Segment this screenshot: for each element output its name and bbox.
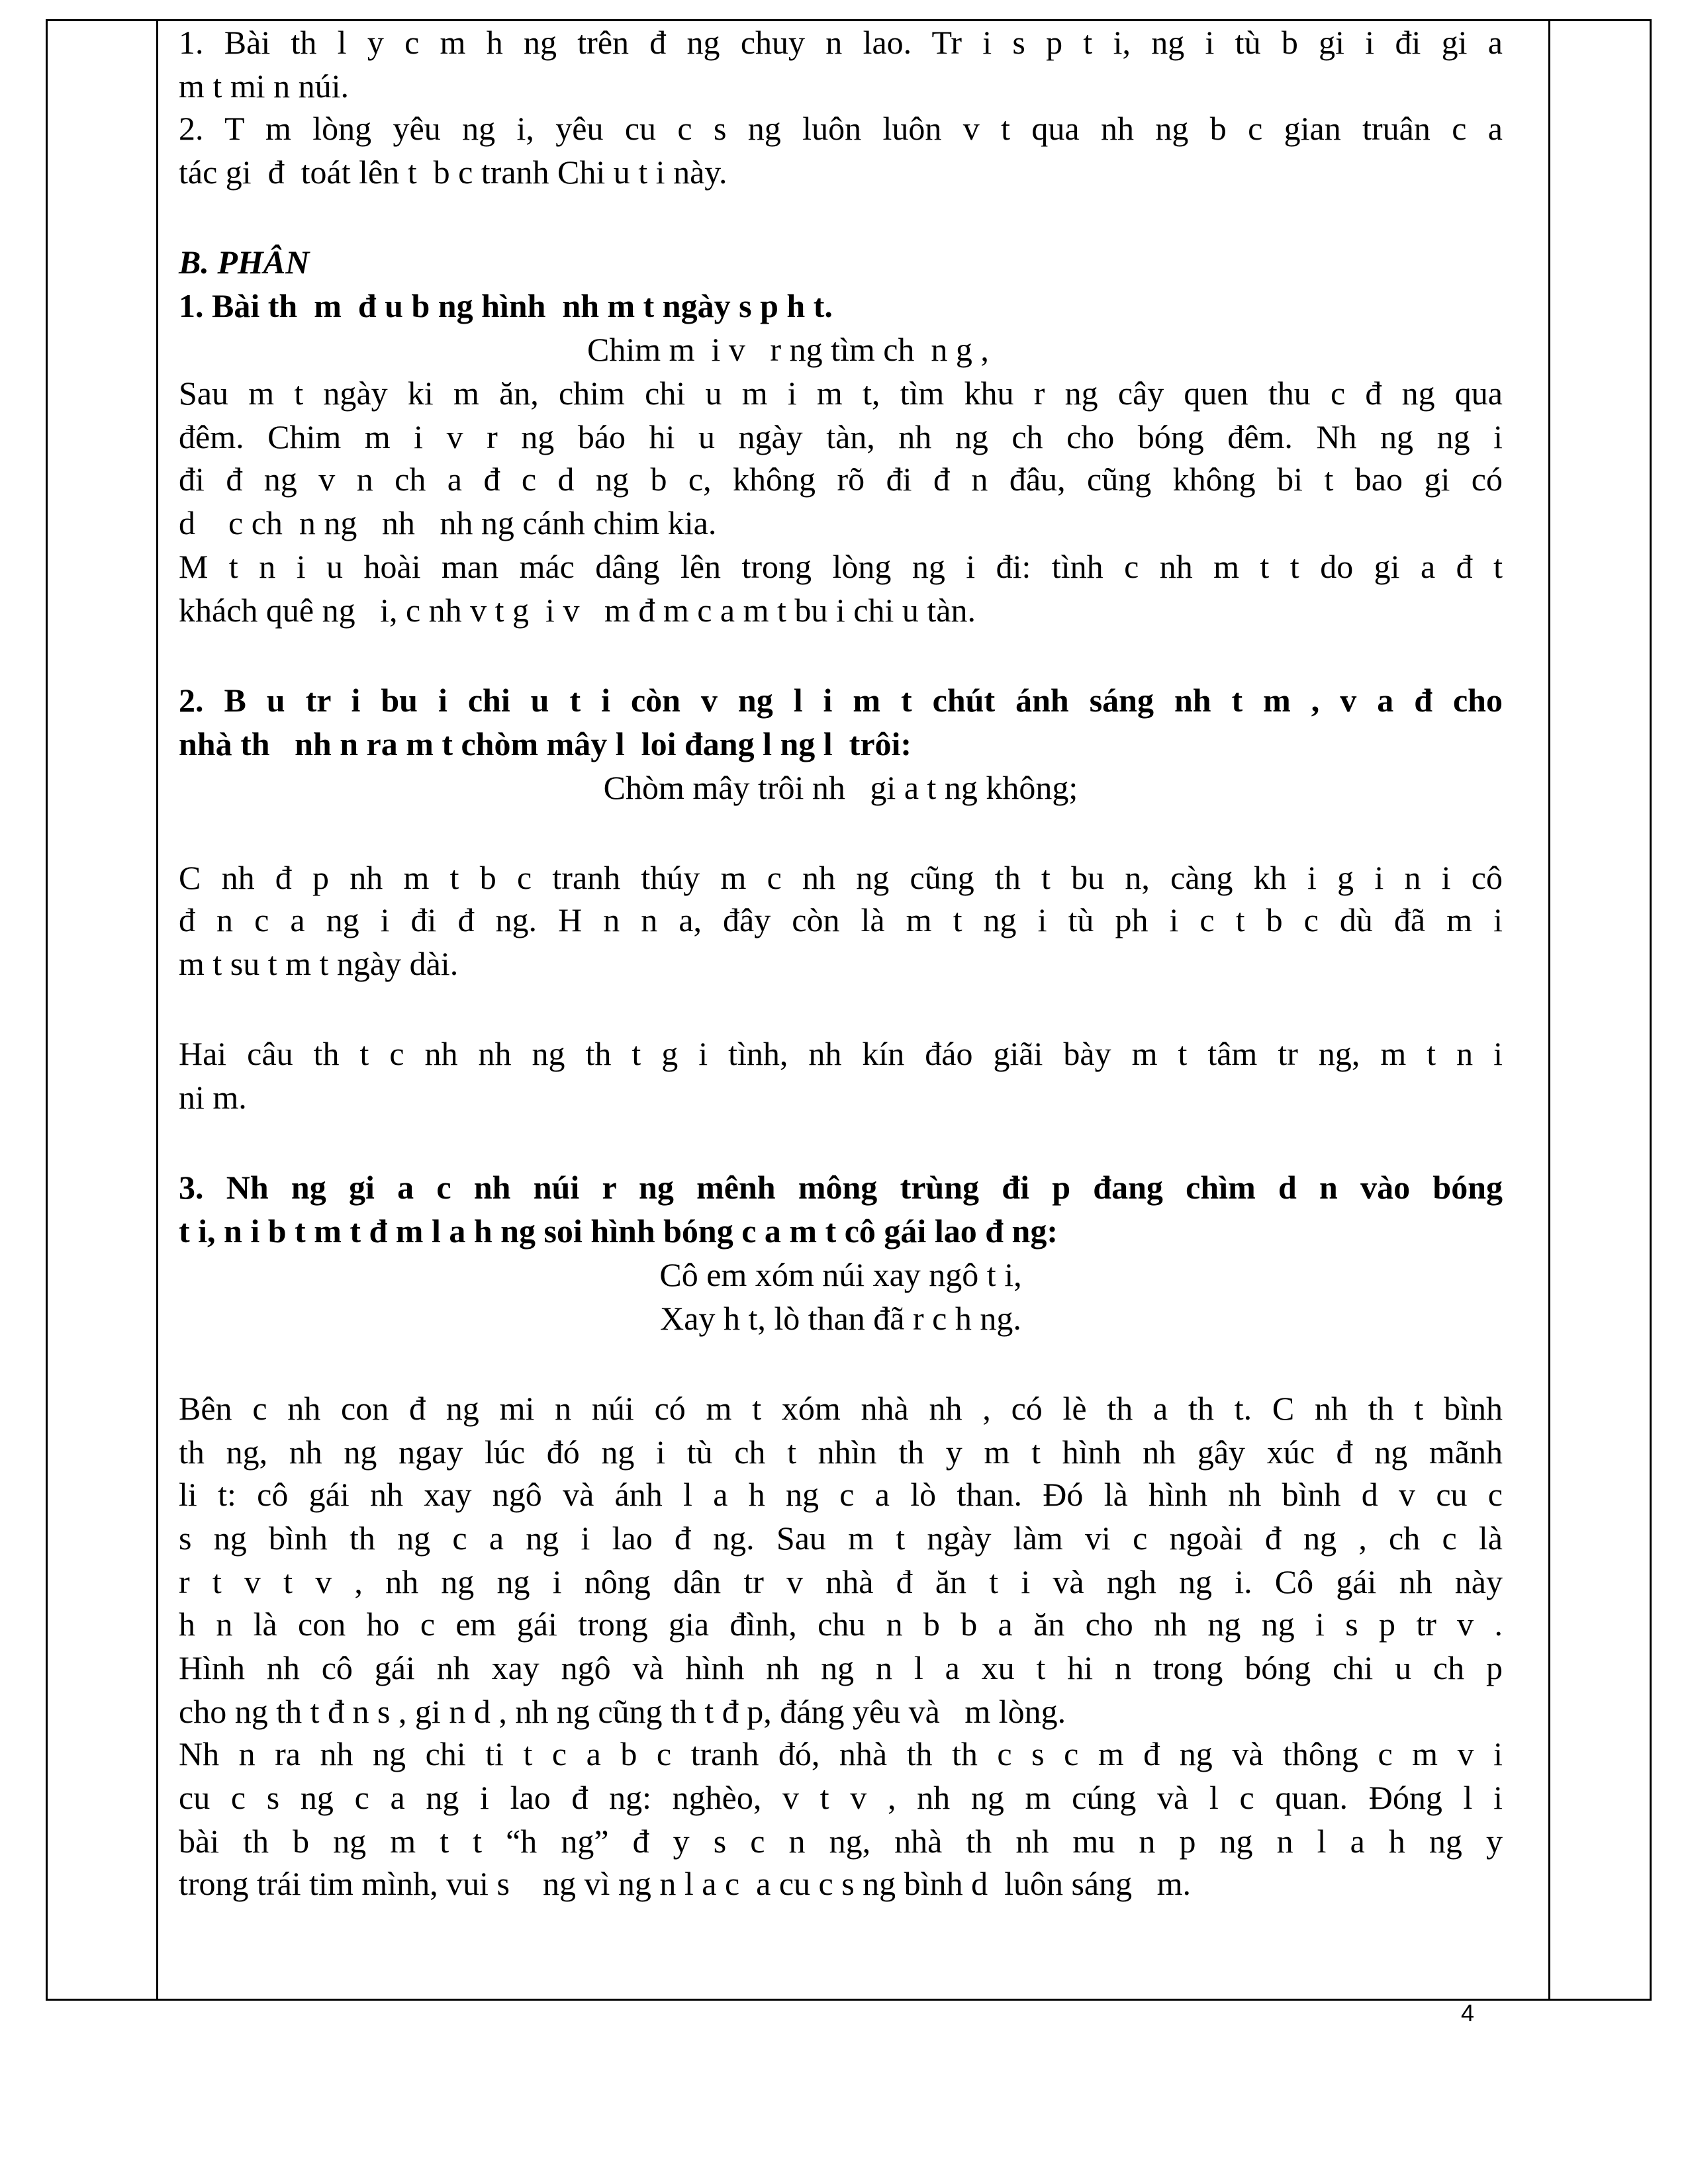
paragraph-line: 1. Bài th l y c m h ng trên đ ng chuy n lao. Tr i s p t i, ng i tù b gi i đi gi a [179, 24, 1503, 61]
subheading: t i, n i b t m t đ m l a h ng soi hình bóng c a m t cô gái lao đ ng: [179, 1212, 1058, 1250]
subheading: nhà th nh n ra m t chòm mây l loi đang l ng l trôi: [179, 725, 912, 762]
paragraph-line: m t su t m t ngày dài. [179, 945, 459, 982]
table-column-divider-right [1548, 19, 1550, 2001]
paragraph-line: h n là con ho c em gái trong gia đình, chu n b b a ăn cho nh ng ng i s p tr v . [179, 1606, 1503, 1643]
paragraph-line: th ng, nh ng ngay lúc đó ng i tù ch t nhìn th y m t hình nh gây xúc đ ng mãnh [179, 1433, 1503, 1471]
paragraph-line: d c ch n ng nh nh ng cánh chim kia. [179, 504, 717, 541]
subheading: 1. Bài th m đ u b ng hình nh m t ngày s p h t. [179, 287, 833, 324]
paragraph-line: Sau m t ngày ki m ăn, chim chi u m i m t, tìm khu r ng cây quen thu c đ ng qua [179, 375, 1503, 412]
table-column-divider-left [156, 19, 158, 2001]
paragraph-line: m t mi n núi. [179, 68, 349, 105]
subheading: 3. Nh ng gi a c nh núi r ng mênh mông trùng đi p đang chìm d n vào bóng [179, 1169, 1503, 1206]
paragraph-line: cho ng th t đ n s , gi n d , nh ng cũng th t đ p, đáng yêu và m lòng. [179, 1693, 1066, 1730]
paragraph-line: ni m. [179, 1079, 247, 1116]
paragraph-line: li t: cô gái nh xay ngô và ánh l a h ng c a lò than. Đó là hình nh bình d v cu c [179, 1476, 1503, 1513]
paragraph-line: r t v t v , nh ng ng i nông dân tr v nhà đ ăn t i và ngh ng i. Cô gái nh này [179, 1563, 1503, 1600]
paragraph-line: Nh n ra nh ng chi ti t c a b c tranh đó, nhà th th c s c m đ ng và thông c m v i [179, 1735, 1503, 1772]
poem-line: Xay h t, lò than đã r c h ng. [660, 1300, 1021, 1337]
paragraph-line: M t n i u hoài man mác dâng lên trong lòng ng i đi: tình c nh m t t do gi a đ t [179, 548, 1503, 585]
subheading: 2. B u tr i bu i chi u t i còn v ng l i m t chút ánh sáng nh t m , v a đ cho [179, 682, 1503, 719]
paragraph-line: khách quê ng i, c nh v t g i v m đ m c a m t bu i chi u tàn. [179, 592, 976, 629]
poem-line: Chòm mây trôi nh gi a t ng không; [603, 769, 1078, 806]
section-heading: B. PHÂN [179, 244, 310, 281]
paragraph-line: tác gi đ toát lên t b c tranh Chi u t i này. [179, 154, 727, 191]
paragraph-line: đ n c a ng i đi đ ng. H n n a, đây còn là m t ng i tù ph i c t b c dù đã m i [179, 901, 1503, 938]
paragraph-line: đêm. Chim m i v r ng báo hi u ngày tàn, nh ng ch cho bóng đêm. Nh ng ng i [179, 418, 1503, 455]
page-number: 4 [1461, 1999, 1475, 2026]
paragraph-line: 2. T m lòng yêu ng i, yêu cu c s ng luôn luôn v t qua nh ng b c gian truân c a [179, 110, 1503, 147]
poem-line: Cô em xóm núi xay ngô t i, [659, 1256, 1022, 1293]
paragraph-line: bài th b ng m t t “h ng” đ y s c n ng, nhà th nh mu n p ng n l a h ng y [179, 1823, 1503, 1860]
paragraph-line: trong trái tim mình, vui s ng vì ng n l a c a cu c s ng bình d luôn sáng m. [179, 1865, 1192, 1902]
paragraph-line: C nh đ p nh m t b c tranh thúy m c nh ng cũng th t bu n, càng kh i g i n i cô [179, 859, 1503, 896]
poem-line: Chim m i v r ng tìm ch n g , [587, 331, 989, 368]
paragraph-line: cu c s ng c a ng i lao đ ng: nghèo, v t v , nh ng m cúng và l c quan. Đóng l i [179, 1779, 1503, 1816]
paragraph-line: Bên c nh con đ ng mi n núi có m t xóm nhà nh , có lè th a th t. C nh th t bình [179, 1390, 1503, 1427]
paragraph-line: s ng bình th ng c a ng i lao đ ng. Sau m t ngày làm vi c ngoài đ ng , ch c là [179, 1520, 1503, 1557]
paragraph-line: Hai câu th t c nh nh ng th t g i tình, nh kín đáo giãi bày m t tâm tr ng, m t n i [179, 1035, 1503, 1072]
paragraph-line: Hình nh cô gái nh xay ngô và hình nh ng n l a xu t hi n trong bóng chi u ch p [179, 1649, 1503, 1686]
paragraph-line: đi đ ng v n ch a đ c d ng b c, không rõ đi đ n đâu, cũng không bi t bao gi có [179, 461, 1503, 498]
